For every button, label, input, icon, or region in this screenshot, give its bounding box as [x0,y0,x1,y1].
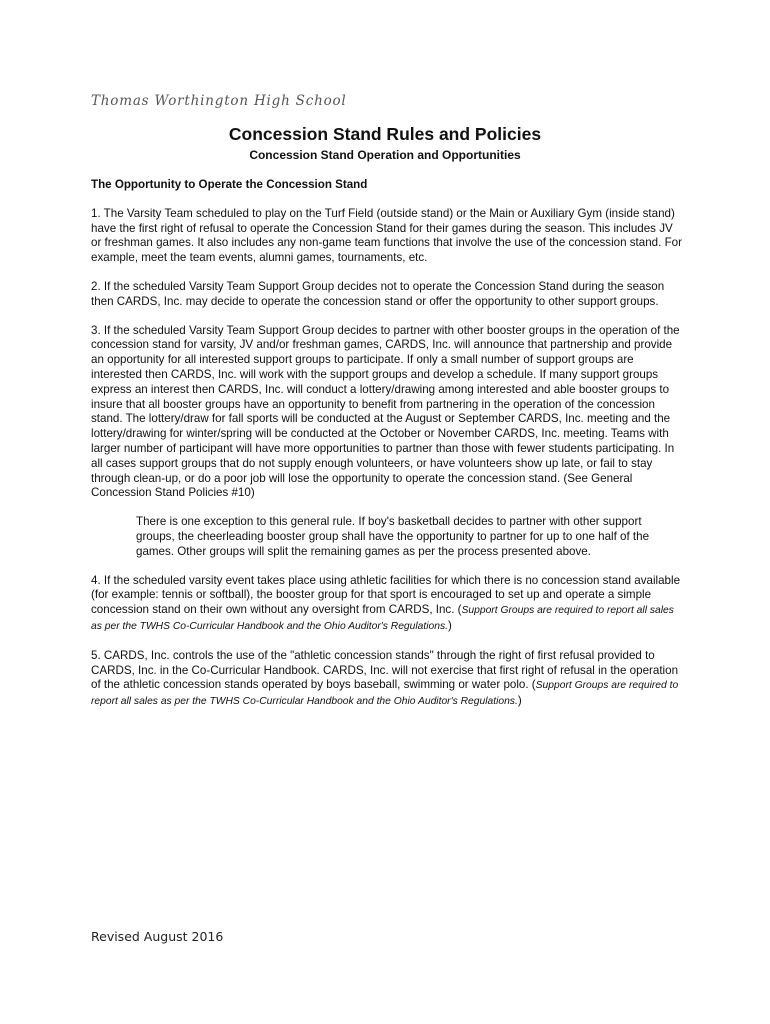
paragraph-4-note: Support Groups are required to report all sales as per the TWHS Co-Curricular Handbook and the Ohio Auditor's Regulations. [91,605,674,632]
paragraph-4 [91,574,683,635]
paragraph-5-close: ) [517,694,522,708]
paragraph-5-note: Support Groups are required to report all sales as per the TWHS Co-Curricular Handbook and the Ohio Auditor's Regulations. [91,680,679,708]
section-heading: The Opportunity to Operate the Concession Stand [91,178,368,191]
paragraph-4-close: ) [448,618,452,632]
paragraph-5 [91,649,683,710]
paragraph-3: 3. If the scheduled Varsity Team Support Group decides to partner with other booster groups in the operation of the concession stand for varsity, JV and/or freshman games, CARDS, Inc. will announce that partnership and provide an opportunity for all interested support groups to participate. If only a small number of support groups are interested then CARDS, Inc. will work with the support groups and develop a schedule. If many support groups express an interest then CARDS, Inc. will conduct a lottery/drawing among interested and able booster groups to insure that all booster groups have an opportunity to benefit from partnering in the operation of the concession stand. The lottery/draw for fall sports will be conducted at the August or September CARDS, Inc. meeting and the lottery/drawing for winter/spring will be conducted at the October or November CARDS, Inc. meeting. Teams with larger number of participant will have more opportunities to partner than those with fewer students participating. In all cases support groups that do not supply enough volunteers, or have volunteers show up late, or fail to stay through clean-up, or do a poor job will lose the opportunity to operate the concession stand. (See General Concession Stand Policies #10) [91,323,680,500]
revision-footer: Revised August 2016 [91,929,224,944]
paragraph-5-text: 5. CARDS, Inc. controls the use of the "athletic concession stands" through the right of first refusal provided to CARDS, Inc. in the Co-Curricular Handbook. CARDS, Inc. will not exercise that first right of refusal in the operation of the athletic concession stands operated by boys baseball, swimming or water polo. ( [91,648,679,692]
page-title: Concession Stand Rules and Policies [228,124,542,144]
paragraph-2: 2. If the scheduled Varsity Team Support Group decides not to operate the Concession Stand during the season then CARDS, Inc. may decide to operate the concession stand or offer the opportunity to other support groups. [91,279,665,308]
page-subtitle: Concession Stand Operation and Opportunities [249,148,521,162]
document-body [91,178,683,724]
paragraph-1: 1. The Varsity Team scheduled to play on the Turf Field (outside stand) or the Main or Auxiliary Gym (inside stand) have the first right of refusal to operate the Concession Stand for their games during the season. This includes JV or freshman games. It also includes any non-game team functions that involve the use of the concession stand. For example, meet the team events, alumni games, tournaments, etc. [91,206,682,265]
school-name: Thomas Worthington High School [91,93,347,109]
paragraph-3-exception: There is one exception to this general rule. If boy's basketball decides to partner with other support groups, the cheerleading booster group shall have the opportunity to partner for up to one half of the games. Other groups will split the remaining games as per the process presented above. [136,515,650,558]
paragraph-4-text: 4. If the scheduled varsity event takes place using athletic facilities for which there is no concession stand available (for example: tennis or softball), the booster group for that sport is encouraged to set up and operate a simple concession stand on their own without any oversight from CARDS, Inc. ( [91,573,681,617]
